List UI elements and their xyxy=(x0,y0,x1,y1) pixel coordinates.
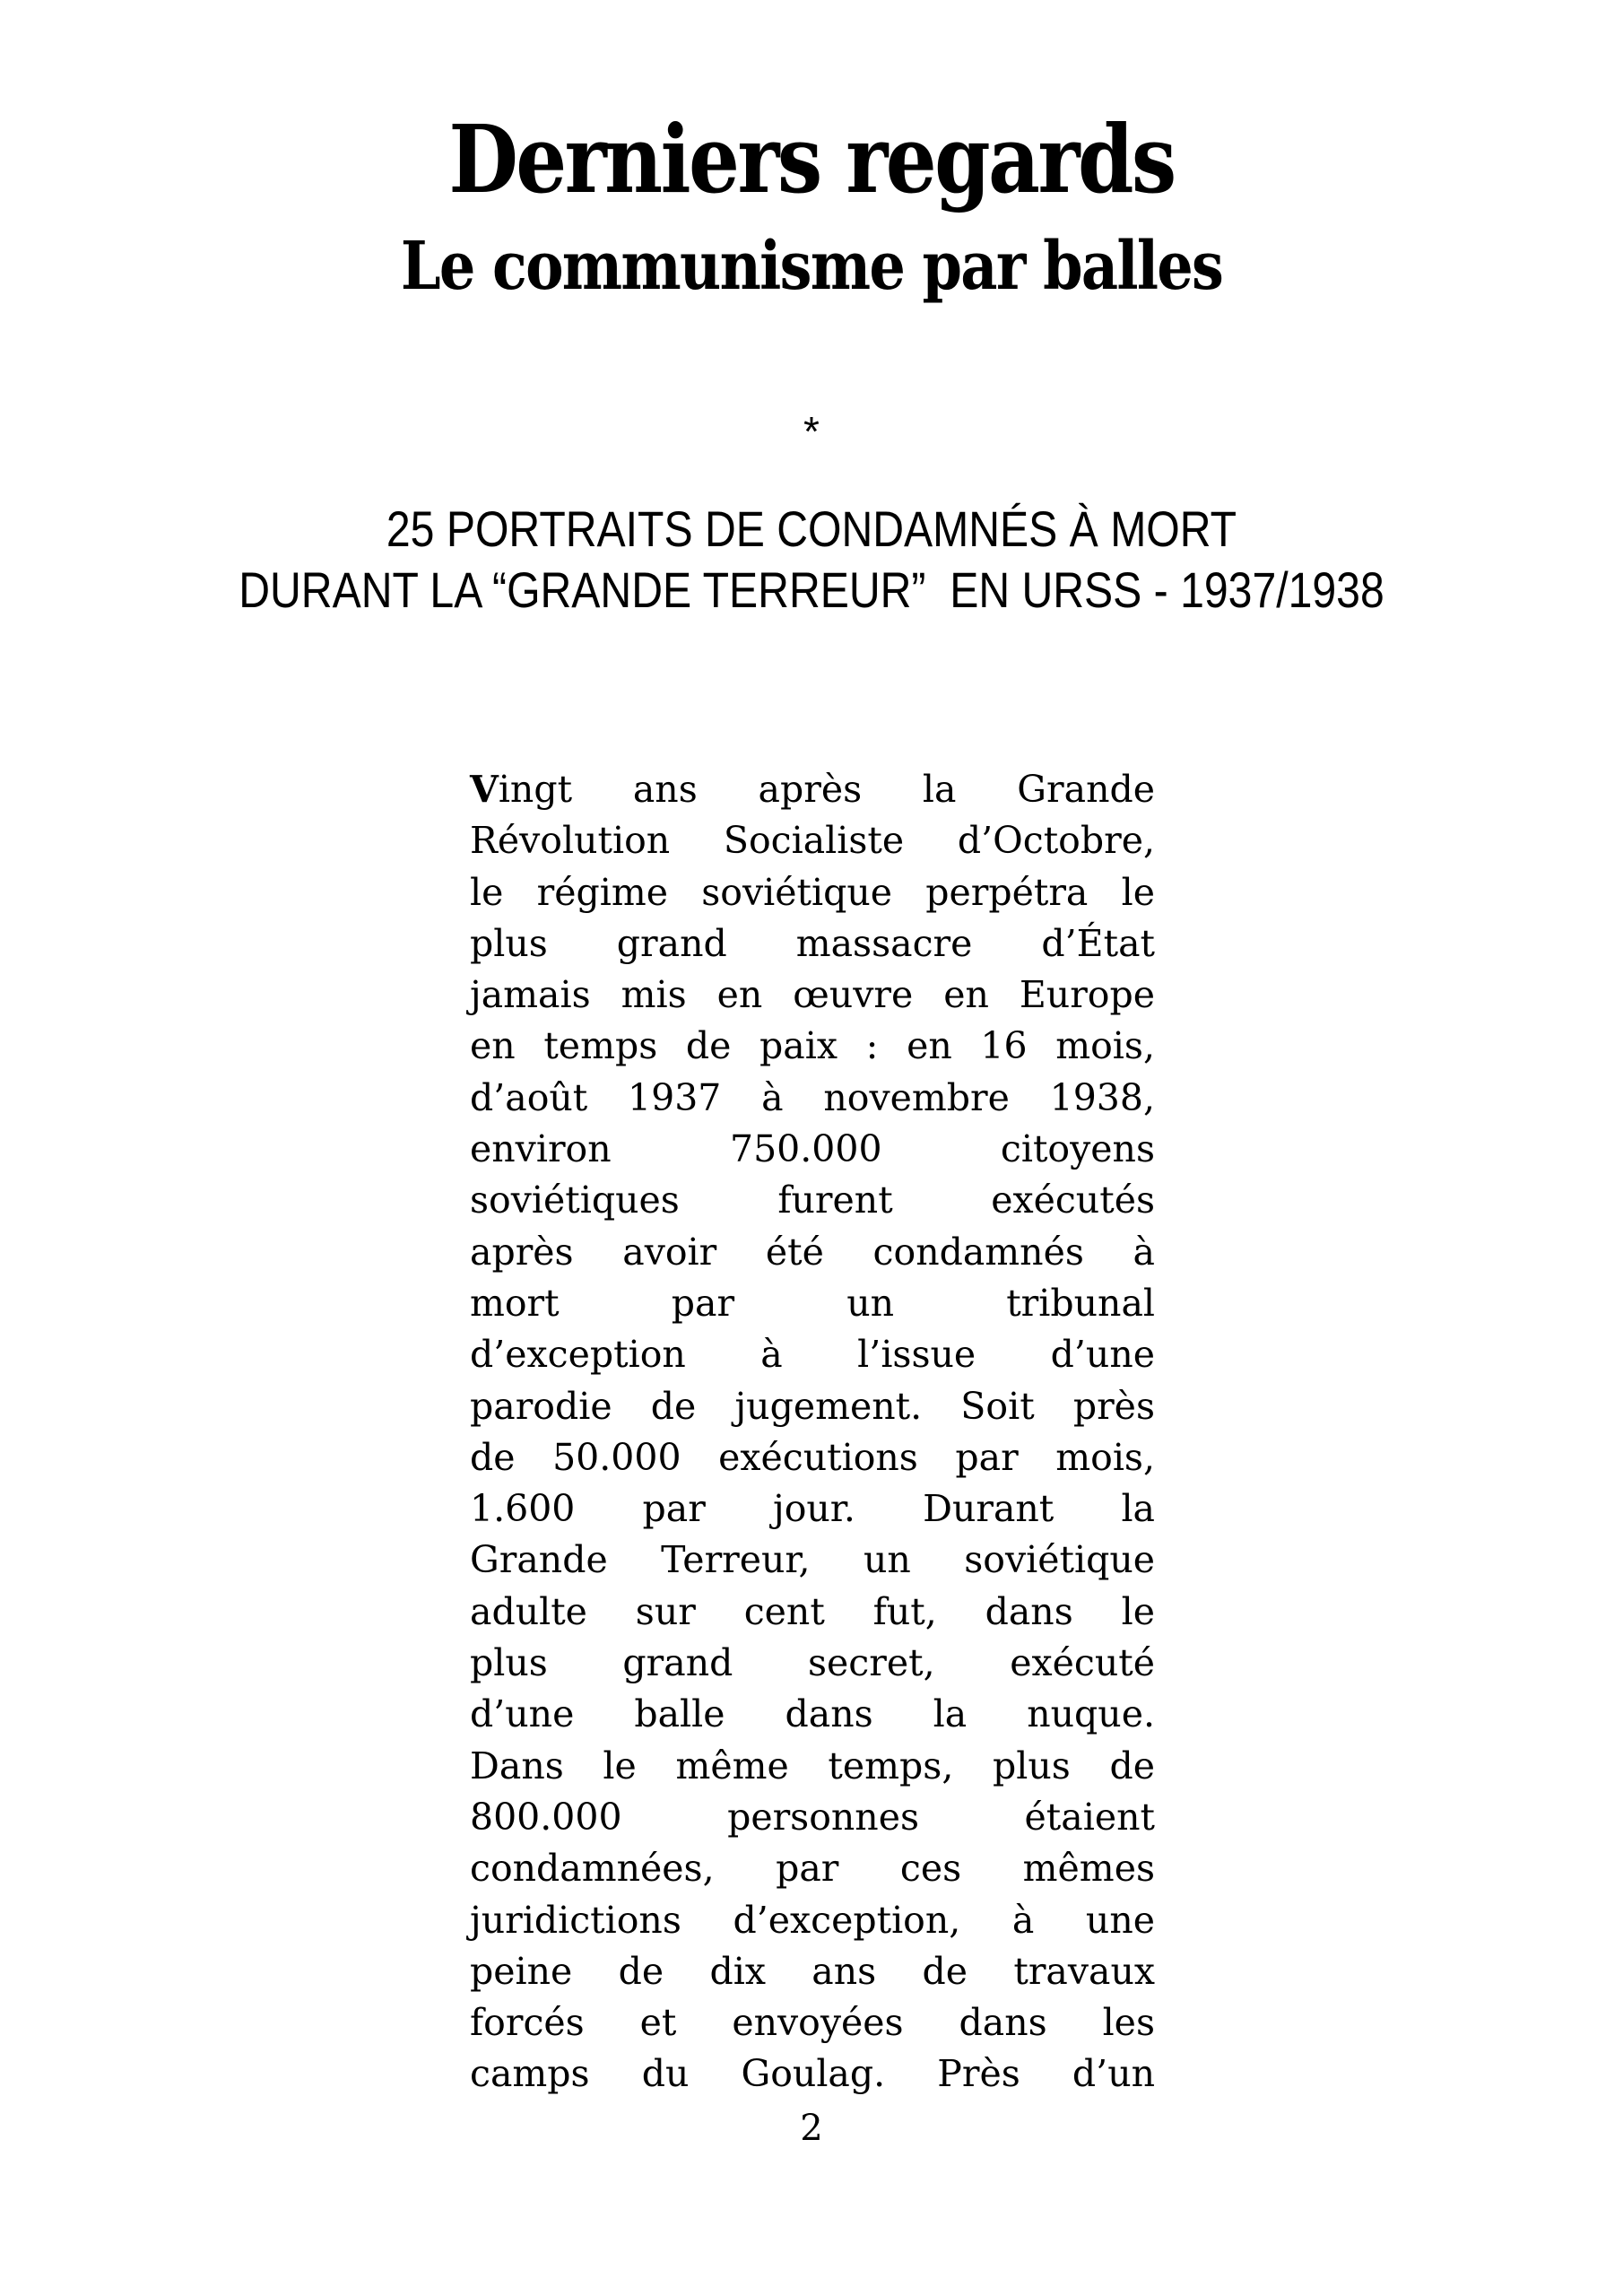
body-line-text: soviétiques furent exécutés xyxy=(470,1178,1155,1222)
body-line-text: 800.000 personnes étaient xyxy=(470,1795,1155,1839)
body-line-text: après avoir été condamnés à xyxy=(470,1230,1155,1274)
body-line-text: forcés et envoyées dans les xyxy=(470,2001,1155,2045)
body-line xyxy=(470,815,1155,866)
body-line-text: d’août 1937 à novembre 1938, xyxy=(470,1075,1155,1119)
body-line-text: jamais mis en œuvre en Europe xyxy=(470,973,1155,1017)
body-line-text: plus grand massacre d’État xyxy=(470,921,1155,965)
body-line xyxy=(470,1329,1155,1380)
body-line-text: de 50.000 exécutions par mois, xyxy=(470,1435,1155,1479)
body-line xyxy=(470,1483,1155,1535)
heading-line: 25 PORTRAITS DE CONDAMNÉS À MORT xyxy=(386,500,1237,557)
body-line xyxy=(470,1021,1155,1072)
section-heading xyxy=(114,499,1510,621)
document-subtitle: Le communisme par balles xyxy=(400,228,1223,305)
body-line-text: environ 750.000 citoyens xyxy=(470,1127,1155,1171)
body-paragraph xyxy=(470,764,1155,2100)
document-title: Derniers regards xyxy=(448,104,1175,214)
body-line-text: d’exception à l’issue d’une xyxy=(470,1333,1155,1377)
body-line xyxy=(470,1689,1155,1740)
body-line-text: plus grand secret, exécuté xyxy=(470,1641,1155,1685)
body-line xyxy=(470,970,1155,1021)
body-line-text: Dans le même temps, plus de xyxy=(470,1744,1155,1787)
body-line xyxy=(470,1843,1155,1894)
body-line xyxy=(470,1792,1155,1843)
page-number: 2 xyxy=(800,2108,823,2149)
body-line xyxy=(470,2048,1155,2100)
body-line xyxy=(470,1381,1155,1432)
body-line-text: Révolution Socialiste d’Octobre, xyxy=(470,819,1155,863)
body-line xyxy=(470,1535,1155,1586)
body-line xyxy=(470,1124,1155,1175)
body-line-text: mort par un tribunal xyxy=(470,1281,1155,1325)
body-line xyxy=(470,1997,1155,2048)
body-line xyxy=(470,1175,1155,1226)
body-line-text: d’une balle dans la nuque. xyxy=(470,1692,1155,1736)
body-line xyxy=(470,1278,1155,1329)
body-line xyxy=(470,867,1155,918)
body-line-text: ingt ans après la Grande xyxy=(498,768,1155,811)
body-line xyxy=(470,918,1155,970)
body-line-text: Grande Terreur, un soviétique xyxy=(470,1538,1155,1582)
body-line xyxy=(470,1227,1155,1278)
body-line xyxy=(470,1895,1155,1946)
body-line xyxy=(470,1946,1155,1997)
body-line xyxy=(470,1073,1155,1124)
body-line-text: peine de dix ans de travaux xyxy=(470,1949,1155,1993)
body-line-text: parodie de jugement. Soit près xyxy=(470,1384,1155,1428)
body-line xyxy=(470,1432,1155,1483)
body-line-text: en temps de paix : en 16 mois, xyxy=(470,1024,1155,1068)
body-line-text: 1.600 par jour. Durant la xyxy=(470,1487,1155,1531)
body-line xyxy=(470,1587,1155,1638)
asterisk-separator: * xyxy=(803,408,820,455)
body-line xyxy=(470,1741,1155,1792)
body-line-text: adulte sur cent fut, dans le xyxy=(470,1589,1155,1633)
body-line-text: le régime soviétique perpétra le xyxy=(470,870,1155,914)
heading-line: DURANT LA “GRANDE TERREUR” EN URSS - 1937/1938 xyxy=(239,561,1384,618)
body-line-text: condamnées, par ces mêmes xyxy=(470,1847,1155,1891)
drop-cap: V xyxy=(470,768,499,811)
body-line xyxy=(470,1638,1155,1689)
body-line xyxy=(470,764,1155,815)
body-line-text: juridictions d’exception, à une xyxy=(470,1898,1155,1942)
body-line-text: camps du Goulag. Près d’un xyxy=(470,2052,1155,2096)
